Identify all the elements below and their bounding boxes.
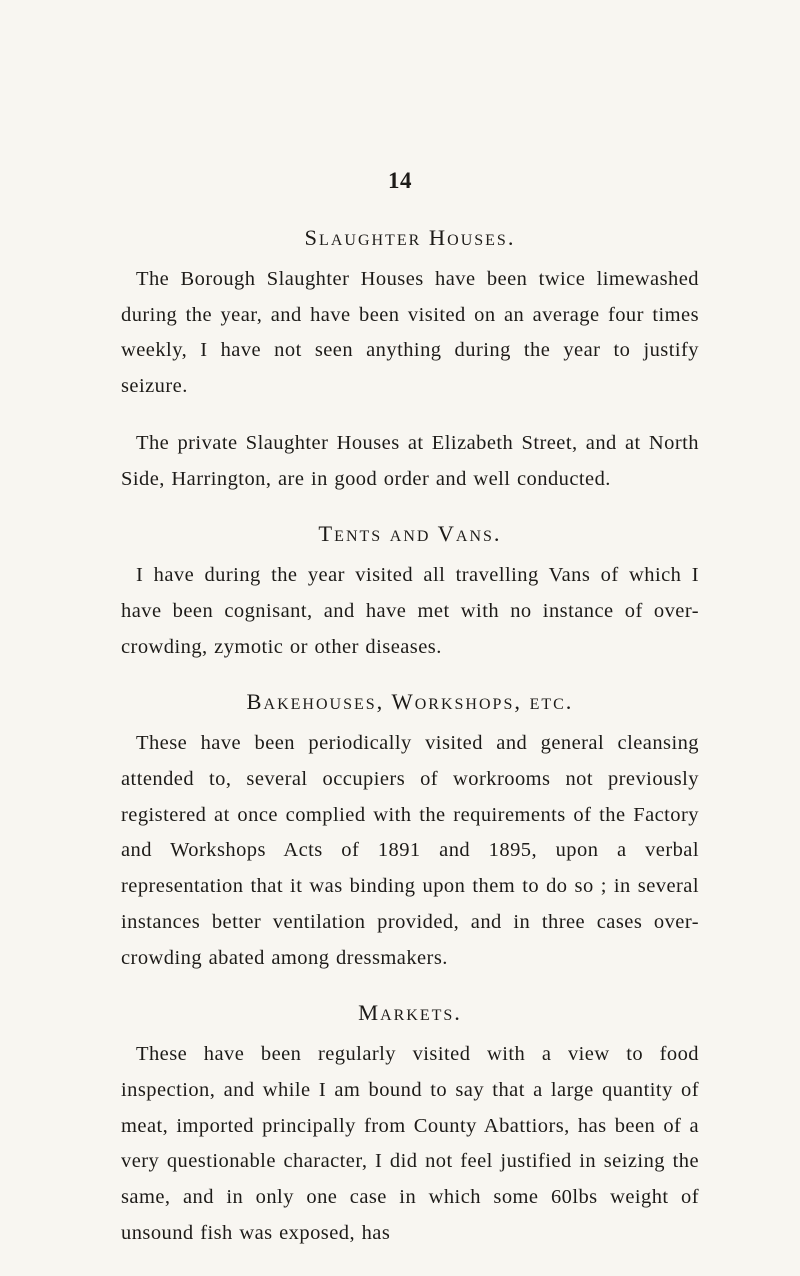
section-heading: Tents and Vans. [318,521,502,547]
paragraph: These have been periodically visited and general cleansing attended to, several occupiers of workrooms not previously registered at once complied with the requirements of the Factory and Workshops Acts of 1891 and 1895, upon a verbal representation that it was binding upon them to do so ; in several instances better ventilation provided, and in three cases over-crowding abated among dressmakers. [121,732,699,969]
paragraph: These have been regularly visited with a view to food inspection, and while I am bound to say that a large quantity of meat, imported principally from County Abattiors, has been of a very questionable character, I did not feel justified in seizing the same, and in only one case in which some 60lbs weight of unsound fish was exposed, has [121,1043,699,1244]
section-bakehouses-workshops [121,686,699,976]
section-slaughter-houses [121,222,699,497]
paragraph: The Borough Slaughter Houses have been twice limewashed during the year, and have been visited on an average four times weekly, I have not seen anything during the year to justify seizure. [121,268,699,398]
paragraph: The private Slaughter Houses at Elizabeth Street, and at North Side, Harrington, are in good order and well conducted. [121,431,699,490]
paragraph: I have during the year visited all travelling Vans of which I have been cognisant, and have met with no instance of over-crowding, zymotic or other diseases. [121,564,699,658]
section-tents-and-vans [121,518,699,665]
section-heading: Bakehouses, Workshops, etc. [246,689,574,715]
section-heading: Markets. [358,1000,462,1026]
section-markets [121,997,699,1251]
page-body [121,222,699,1272]
section-heading: Slaughter Houses. [304,225,516,250]
page-number: 14 [388,168,412,193]
